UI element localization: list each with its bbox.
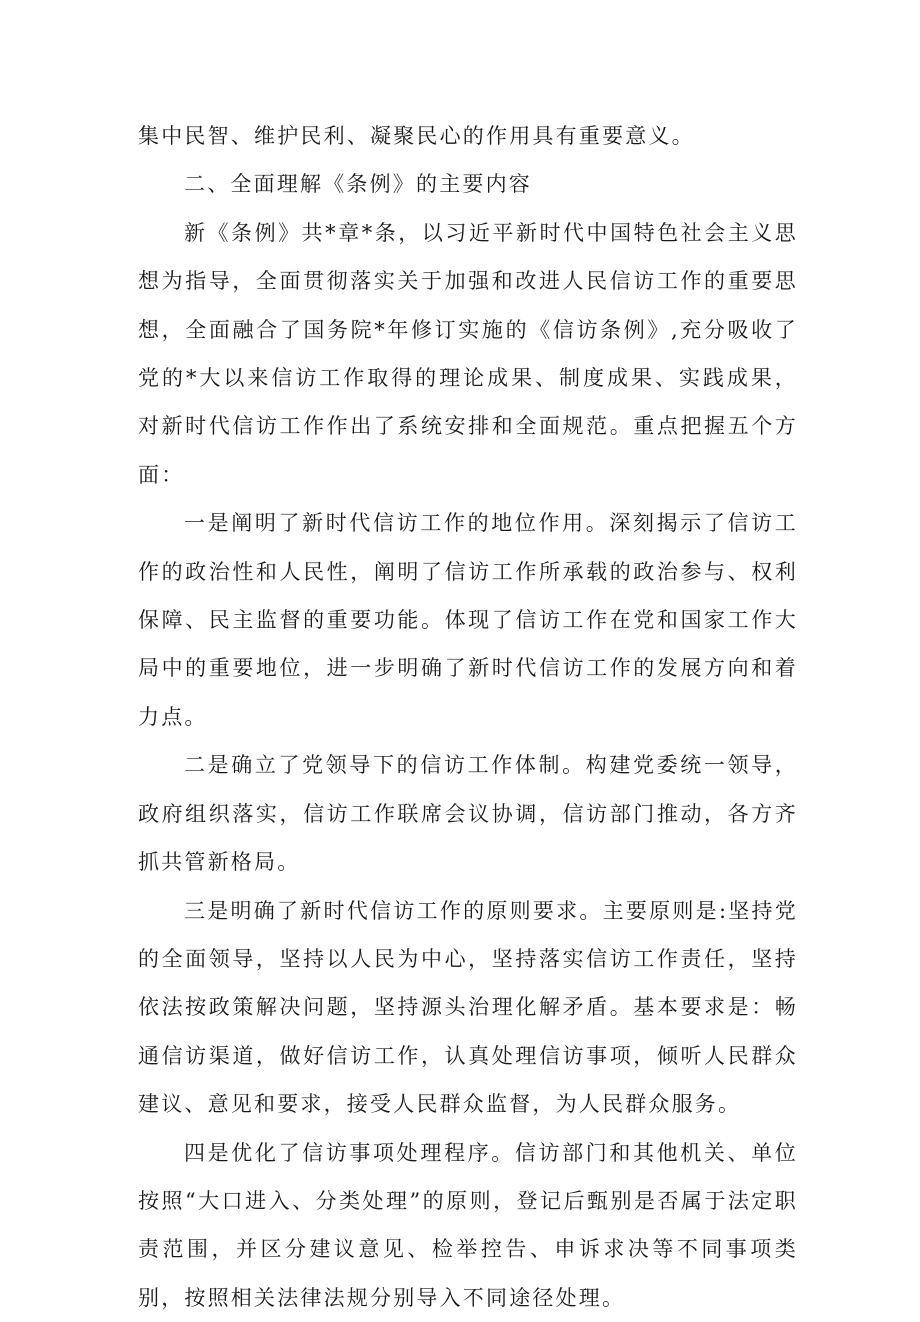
paragraph-point-two: 二是确立了党领导下的信访工作体制。构建党委统一领导，政府组织落实，信访工作联席会议协调，信访部门推动，各方齐抓共管新格局。	[138, 753, 798, 875]
paragraph-point-four: 四是优化了信访事项处理程序。信访部门和其他机关、单位按照“大口进入、分类处理”的原则，登记后甄别是否属于法定职责范围，并区分建议意见、检举控告、申诉求决等不同事项类别，按照相关法律法规分别导入不同途径处理。	[138, 1140, 798, 1310]
document-body	[138, 112, 798, 1322]
section-heading: 二、全面理解《条例》的主要内容	[184, 172, 532, 197]
paragraph-point-three: 三是明确了新时代信访工作的原则要求。主要原则是:坚持党的全面领导，坚持以人民为中心，坚持落实信访工作责任，坚持依法按政策解决问题，坚持源头治理化解矛盾。基本要求是：畅通信访渠道，做好信访工作，认真处理信访事项，倾听人民群众建议、意见和要求，接受人民群众监督，为人民群众服务。	[138, 898, 798, 1117]
paragraph-overview: 新《条例》共*章*条，以习近平新时代中国特色社会主义思想为指导，全面贯彻落实关于加强和改进人民信访工作的重要思想，全面融合了国务院*年修订实施的《信访条例》,充分吸收了党的*大以来信访工作取得的理论成果、制度成果、实践成果，对新时代信访工作作出了系统安排和全面规范。重点把握五个方面：	[138, 220, 798, 487]
paragraph-continuation: 集中民智、维护民利、凝聚民心的作用具有重要意义。	[138, 124, 695, 148]
paragraph-point-one: 一是阐明了新时代信访工作的地位作用。深刻揭示了信访工作的政治性和人民性，阐明了信访工作所承载的政治参与、权利保障、民主监督的重要功能。体现了信访工作在党和国家工作大局中的重要地位，进一步明确了新时代信访工作的发展方向和着力点。	[138, 511, 798, 729]
